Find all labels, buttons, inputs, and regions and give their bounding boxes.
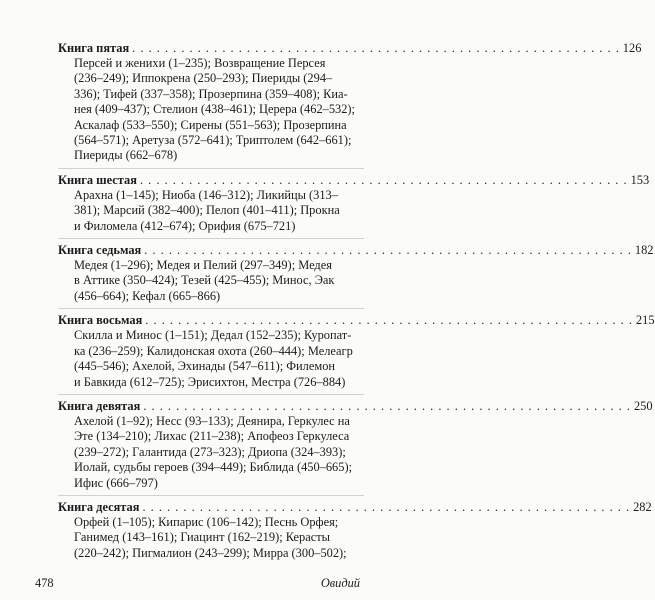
toc-entry-heading [58,172,650,188]
contents-line: Персей и женихи (1–235); Возвращение Персея [74,56,326,70]
toc-entry-heading [58,313,655,328]
book-page-number: 215 [635,313,655,328]
book-title: Книга пятая [58,41,130,55]
contents-line: Орфей (1–105); Кипарис (106–142); Песнь Орфея; [74,514,339,529]
book-page-number: 153 [630,172,650,187]
contents-line: Ифис (666–797) [74,475,158,490]
contents-line: и Филомела (412–674); Орифия (675–721) [74,218,296,233]
toc-entry [58,398,653,491]
book-contents [58,56,358,164]
contents-line: Ганимед (143–161); Гиацинт (162–219); Керасты [74,530,330,545]
contents-line: нея (409–437); Стелион (438–461); Церера (462–532); [74,102,355,117]
dot-leader: . . . . . . . . . . . . . . . . . . . . . . . . . . . . . . . . . . . . . . . . . . . . . . . . . . . . . . . . . . . . [139,172,628,187]
contents-line: Скилла и Минос (1–151); Дедал (152–235); Куропат- [74,328,352,343]
dot-leader: . . . . . . . . . . . . . . . . . . . . . . . . . . . . . . . . . . . . . . . . . . . . . . . . . . . . . . . . . . . . [143,398,631,413]
toc-entry [58,499,652,561]
contents-line: и Бавкида (612–725); Эрисихтон, Местра (726–884) [74,374,346,389]
contents-line: в Аттике (350–424); Тезей (425–455); Минос, Эак [74,273,335,288]
book-title: Книга шестая [58,172,137,187]
contents-line: (239–272); Галантида (273–323); Дриопа (324–393); [74,444,346,459]
contents-line: (236–249); Иппокрена (250–293); Пиериды (294– [74,71,333,86]
toc-entry-heading [58,243,654,258]
book-contents [58,328,358,390]
contents-line: Аскалаф (533–550); Сирены (551–563); Прозерпина [74,117,347,132]
contents-line: Пиериды (662–678) [74,148,178,163]
toc-entry [58,313,655,390]
table-of-contents [58,41,655,561]
book-title: Книга восьмая [58,313,143,328]
contents-line: 381); Марсий (382–400); Пелоп (401–411); Прокна [74,203,340,218]
book-title: Книга десятая [58,499,140,514]
dot-leader: . . . . . . . . . . . . . . . . . . . . . . . . . . . . . . . . . . . . . . . . . . . . . . . . . . . . . . . . . . . . [142,499,631,514]
book-page-number: 282 [633,499,652,514]
contents-line: (220–242); Пигмалион (243–299); Мирра (300–502); [74,545,347,560]
dot-leader: . . . . . . . . . . . . . . . . . . . . . . . . . . . . . . . . . . . . . . . . . . . . . . . . . . . . . . . . . . . . [132,41,620,55]
contents-line: Ахелой (1–92); Несс (93–133); Деянира, Геркулес на [74,413,350,428]
dot-leader: . . . . . . . . . . . . . . . . . . . . . . . . . . . . . . . . . . . . . . . . . . . . . . . . . . . . . . . . . . . . [145,313,633,328]
contents-line: 336); Тифей (337–358); Прозерпина (359–408); Киа- [74,86,348,101]
book-contents [58,515,358,561]
contents-line: (564–571); Аретуза (572–641); Триптолем (642–661); [74,133,352,148]
book-page-number: 250 [633,398,653,413]
book-contents [58,414,358,491]
toc-entry [58,243,654,304]
contents-line: Арахна (1–145); Ниоба (146–312); Ликийцы (313– [74,187,338,202]
contents-line: (456–664); Кефал (665–866) [74,288,221,303]
contents-line: Иолай, судьбы героев (394–449); Библида (450–665); [74,460,353,475]
toc-entry [58,41,642,164]
contents-line: Медея (1–296); Медея и Пелий (297–349); Медея [74,258,332,273]
book-page-number: 126 [622,41,642,55]
book-contents [58,258,358,304]
book-title: Книга седьмая [58,243,142,258]
dot-leader: . . . . . . . . . . . . . . . . . . . . . . . . . . . . . . . . . . . . . . . . . . . . . . . . . . . . . . . . . . . . [144,243,632,258]
contents-line: Эте (134–210); Лихас (211–238); Апофеоз Геркулеса [74,429,350,444]
book-page-number: 182 [634,243,654,258]
toc-entry [58,172,650,234]
toc-entry-heading [58,398,653,414]
contents-line: ка (236–259); Калидонская охота (260–444); Мелеагр [74,343,353,358]
contents-line: (445–546); Ахелой, Эхинады (547–611); Филемон [74,359,336,374]
page-number: 478 [35,576,54,590]
book-contents [58,188,358,234]
book-title: Книга девятая [58,398,141,413]
running-footer-author: Овидий [320,576,360,590]
toc-entry-heading [58,41,642,56]
toc-entry-heading [58,499,652,515]
